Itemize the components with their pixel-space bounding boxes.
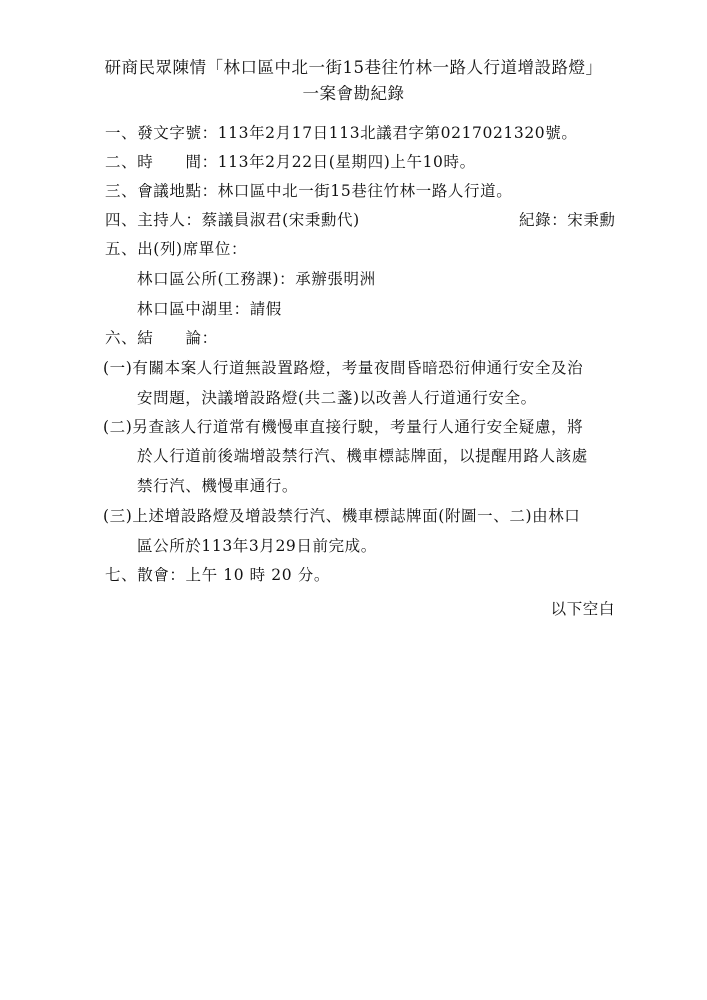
conclusion-3-line-2: 區公所於113年3月29日前完成。 <box>137 537 377 555</box>
item-doc-number: 一、發文字號：113年2月17日113北議君字第0217021320號。 <box>105 124 578 142</box>
attendee-district-office: 林口區公所(工務課)：承辦張明洲 <box>137 270 376 288</box>
item-recorder: 紀錄：宋秉勳 <box>519 211 616 229</box>
conclusion-2-line-1: (二)另查該人行道常有機慢車直接行駛，考量行人通行安全疑慮，將 <box>103 418 584 436</box>
item-host: 四、主持人：蔡議員淑君(宋秉勳代) <box>105 211 360 229</box>
blank-below-note: 以下空白 <box>550 600 615 618</box>
item-meeting-location: 三、會議地點：林口區中北一街15巷往竹林一路人行道。 <box>105 182 513 200</box>
document-title-line-2: 一案會勘紀錄 <box>302 84 405 103</box>
conclusion-1-line-1: (一)有關本案人行道無設置路燈，考量夜間昏暗恐衍伸通行安全及治 <box>103 359 584 377</box>
conclusion-2-line-3: 禁行汽、機慢車通行。 <box>137 477 299 495</box>
attendee-zhonghu-village: 林口區中湖里：請假 <box>137 300 282 318</box>
item-conclusion-label: 六、結 論： <box>105 329 218 347</box>
conclusion-2-line-2: 於人行道前後端增設禁行汽、機車標誌牌面，以提醒用路人該處 <box>137 447 588 465</box>
item-attendees-label: 五、出(列)席單位： <box>105 240 248 258</box>
conclusion-1-line-2: 安問題，決議增設路燈(共二盞)以改善人行道通行安全。 <box>137 389 537 407</box>
document-title-line-1: 研商民眾陳情「林口區中北一街15巷往竹林一路人行道增設路燈」 <box>104 58 603 77</box>
item-adjournment: 七、散會：上午 10 時 20 分。 <box>105 566 330 584</box>
conclusion-3-line-1: (三)上述增設路燈及增設禁行汽、機車標誌牌面(附圖一、二)由林口 <box>103 507 581 525</box>
item-meeting-time: 二、時 間：113年2月22日(星期四)上午10時。 <box>105 153 476 171</box>
